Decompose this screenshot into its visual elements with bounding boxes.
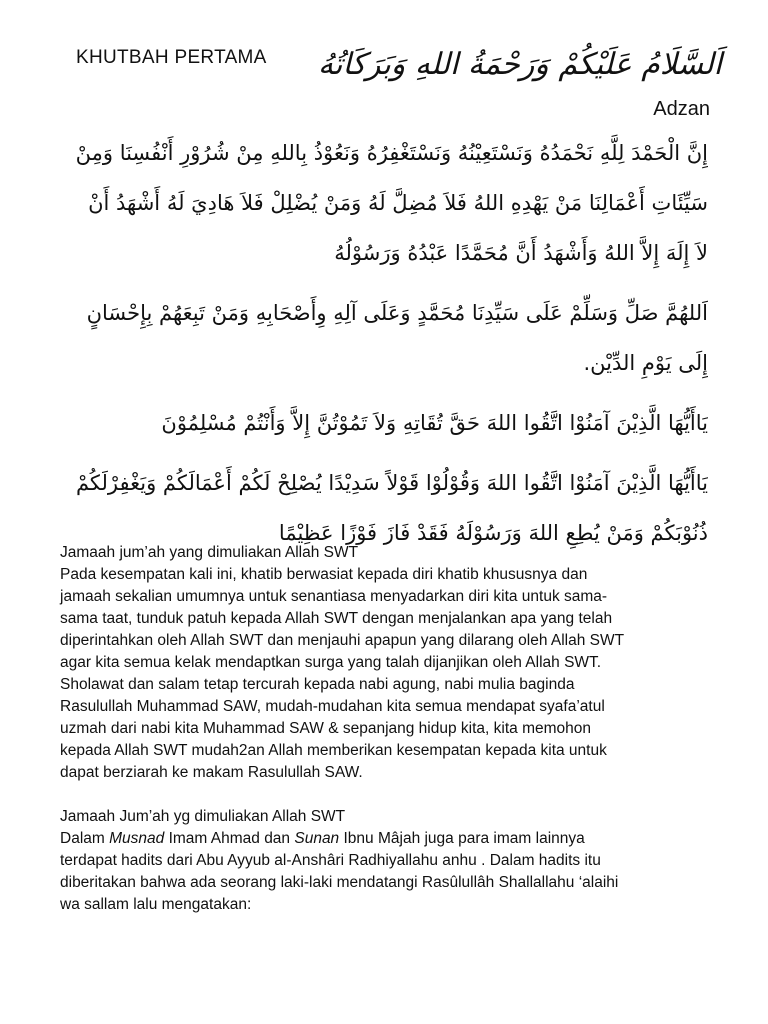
paragraph-line: Jamaah Jum’ah yg dimuliakan Allah SWT: [60, 808, 346, 825]
paragraph-line: Jamaah jum’ah yang dimuliakan Allah SWT: [60, 544, 359, 561]
arabic-line: ذُنُوْبَكُمْ وَمَنْ يُطِعِ اللهَ وَرَسُوْلَهُ فَقَدْ فَازَ فَوْزًا عَظِيْمًا: [278, 521, 708, 545]
arabic-line: إِلَى يَوْمِ الدِّيْن.: [583, 351, 708, 375]
paragraph-wasiat: [60, 542, 720, 784]
paragraph-line: diperintahkan oleh Allah SWT dan menjauhi apapun yang dilarang oleh Allah SWT: [60, 632, 625, 649]
paragraph-line: agar kita semua kelak mendaptkan surga yang talah dijanjikan oleh Allah SWT.: [60, 654, 602, 671]
sermon-body: [60, 542, 720, 938]
salam-calligraphy: اَلسَّلَامُ عَلَيْكُمْ وَرَحْمَةُ اللهِ وَبَرَكَاتُهُ: [318, 47, 722, 82]
paragraph-line: [60, 828, 720, 850]
paragraph-line: Rasulullah Muhammad SAW, mudah-mudahan kita semua mendapat syafa’atul: [60, 698, 605, 715]
text-run: Imam Ahmad dan: [164, 830, 295, 847]
arabic-line: سَيِّئَاتِ أَعْمَالِنَا مَنْ يَهْدِهِ اللهُ فَلاَ مُضِلَّ لَهُ وَمَنْ يُضْلِلْ فَلاَ هَادِيَ لَهُ أَشْهَدُ أَنْ: [88, 191, 708, 215]
arabic-opening: [60, 128, 708, 558]
paragraph-hadits: [60, 806, 720, 916]
arabic-line: إِنَّ الْحَمْدَ لِلَّهِ نَحْمَدُهُ وَنَسْتَعِيْنُهُ وَنَسْتَغْفِرُهُ وَنَعُوْذُ بِاللهِ مِنْ شُرُوْرِ أَنْفُسِنَا وَمِنْ: [75, 141, 708, 165]
arabic-line: يَاأَيُّهَا الَّذِيْنَ آمَنُوْا اتَّقُوا اللهَ وَقُوْلُوْا قَوْلاً سَدِيْدًا يُصْلِحْ لَكُمْ أَعْمَالَكُمْ وَيَغْفِرْلَكُمْ: [75, 471, 708, 495]
text-run: Dalam: [60, 830, 110, 847]
paragraph-line: Sholawat dan salam tetap tercurah kepada nabi agung, nabi mulia baginda: [60, 676, 575, 693]
paragraph-line: diberitakan bahwa ada seorang laki-laki mendatangi Rasûlullâh Shallallahu ‘alaihi: [60, 874, 619, 891]
arabic-line: اَللهُمَّ صَلِّ وَسَلِّمْ عَلَى سَيِّدِنَا مُحَمَّدٍ وَعَلَى آلِهِ وِأَصْحَابِهِ وَمَنْ تَبِعَهُمْ بِإِحْسَانٍ: [86, 301, 708, 325]
paragraph-line: wa sallam lalu mengatakan:: [60, 896, 252, 913]
book-title-sunan: Sunan: [294, 830, 340, 847]
paragraph-line: jamaah sekalian umumnya untuk senantiasa menyadarkan diri kita untuk sama-: [60, 588, 608, 605]
paragraph-line: Pada kesempatan kali ini, khatib berwasiat kepada diri khatib khususnya dan: [60, 566, 588, 583]
paragraph-line: sama taat, tunduk patuh kepada Allah SWT dengan menjalankan apa yang telah: [60, 610, 613, 627]
paragraph-line: kepada Allah SWT mudah2an Allah memberikan kesempatan kepada kita untuk: [60, 742, 607, 759]
adzan-label: Adzan: [653, 98, 710, 120]
page-title: KHUTBAH PERTAMA: [76, 47, 267, 68]
arabic-line: لاَ إِلَهَ إِلاَّ اللهُ وَأَشْهَدُ أَنَّ مُحَمَّدًا عَبْدُهُ وَرَسُوْلُهُ: [334, 241, 708, 265]
paragraph-line: dapat berziarah ke makam Rasulullah SAW.: [60, 764, 363, 781]
text-run: Ibnu Mâjah juga para imam lainnya: [339, 830, 585, 847]
arabic-line: يَاأَيُّهَا الَّذِيْنَ آمَنُوْا اتَّقُوا اللهَ حَقَّ تُقَاتِهِ وَلاَ تَمُوْتُنَّ إِلاَّ وَأَنْتُمْ مُسْلِمُوْنَ: [161, 411, 708, 435]
paragraph-line: terdapat hadits dari Abu Ayyub al-Anshâri Radhiyallahu anhu . Dalam hadits itu: [60, 852, 601, 869]
book-title-musnad: Musnad: [109, 830, 165, 847]
header: [0, 0, 768, 130]
paragraph-line: uzmah dari nabi kita Muhammad SAW & sepanjang hidup kita, kita memohon: [60, 720, 592, 737]
